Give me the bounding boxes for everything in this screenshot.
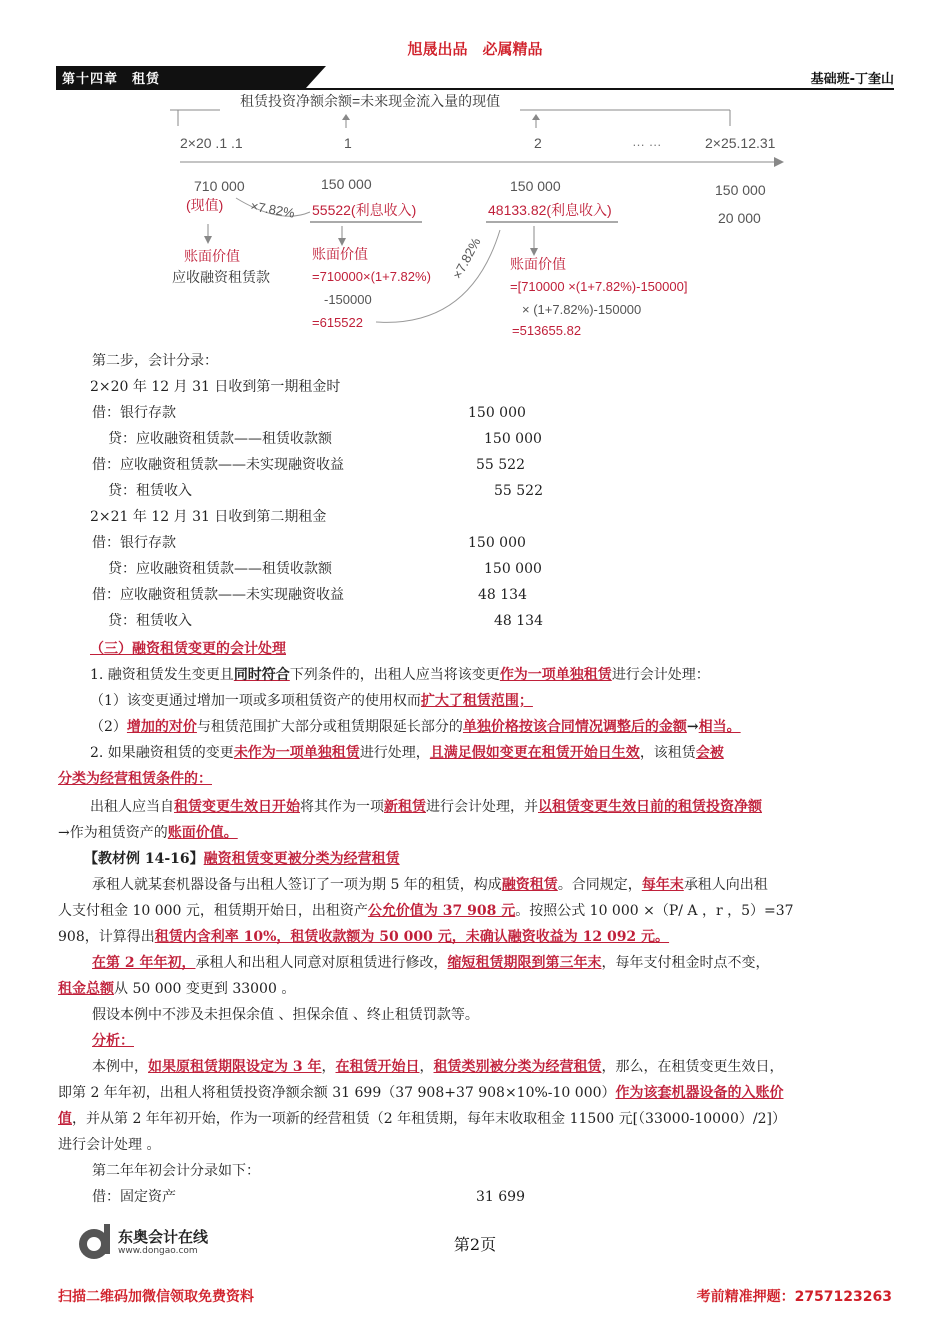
rule-3-line-1: 出租人应当自租赁变更生效日开始将其作为一项新租赁进行会计处理，并以租赁变更生效日前的租赁投资净额	[90, 799, 762, 815]
date-period-1: 1	[344, 135, 352, 151]
course-title: 基础班-丁奎山	[810, 72, 894, 87]
entry-2-amount-3: 48 134	[478, 587, 527, 603]
date-ellipsis: … …	[632, 134, 662, 149]
example-line-1: 承租人就某套机器设备与出租人签订了一项为期 5 年的租赁，构成融资租赁。合同规定，每年末承租人向出租	[92, 877, 768, 893]
entry-1-row-3: 借：应收融资租赁款——未实现融资收益	[92, 457, 344, 473]
entry-heading: 第二年年初会计分录如下：	[92, 1163, 260, 1179]
diagram-title: 租赁投资净额余额=未来现金流入量的现值	[240, 93, 501, 109]
rate-label-2: ×7.82%	[449, 235, 484, 282]
amount-rent-5: 150 000	[715, 182, 766, 198]
date-period-2: 2	[534, 135, 542, 151]
rule-2-line-1: 2. 如果融资租赁的变更未作为一项单独租赁进行处理，且满足假如变更在租赁开始日生效，该租赁会被	[90, 745, 724, 761]
top-banner: 旭晟出品 必属精品	[407, 40, 543, 58]
entry-2-amount-2: 150 000	[484, 561, 542, 577]
logo-text: 东奥会计在线	[118, 1228, 209, 1246]
example-line-2: 人支付租金 10 000 元，租赁期开始日，出租资产公允价值为 37 908 元。按照公式 10 000 ×（P/ A ，r ，5）=37	[58, 903, 794, 919]
date-start: 2×20 .1 .1	[180, 135, 243, 151]
example-heading: 【教材例 14-16】融资租赁变更被分类为经营租赁	[84, 851, 400, 867]
example-line-5: 租金总额从 50 000 变更到 33000 。	[58, 981, 296, 997]
header-bar-slant	[306, 66, 326, 88]
entry-2-row-1: 借：银行存款	[92, 535, 176, 551]
example-assumption: 假设本例中不涉及未担保余值 、担保余值 、终止租赁罚款等。	[92, 1007, 479, 1023]
analysis-line-2: 即第 2 年年初，出租人将租赁投资净额余额 31 699（37 908+37 908×10%-10 000）作为该套机器设备的入账价	[58, 1085, 784, 1101]
book-value-2-result: =513655.82	[512, 323, 582, 338]
entry-1-amount-1: 150 000	[468, 405, 526, 421]
book-value-0-label: 账面价值	[184, 248, 240, 264]
entry-2-amount-1: 150 000	[468, 535, 526, 551]
book-value-2-label: 账面价值	[510, 256, 566, 272]
entry-1-row-1: 借：银行存款	[92, 405, 176, 421]
book-value-1-result: =615522	[312, 315, 363, 330]
example-line-4: 在第 2 年年初，承租人和出租人同意对原租赁进行修改，缩短租赁期限到第三年末，每年支付租金时点不变，	[92, 955, 770, 971]
amount-rent-2: 150 000	[510, 178, 561, 194]
rule-3-line-2: →作为租赁资产的账面价值。	[58, 825, 238, 841]
date-end: 2×25.12.31	[705, 135, 776, 151]
entry-1-row-4: 贷：租赁收入	[108, 483, 192, 499]
entry-2-row-2: 贷：应收融资租赁款——租赁收款额	[108, 561, 332, 577]
entry-1-title: 2×20 年 12 月 31 日收到第一期租金时	[90, 379, 341, 395]
promo-left: 扫描二维码加微信领取免费资料	[58, 1289, 254, 1305]
entry-2-title: 2×21 年 12 月 31 日收到第二期租金	[90, 509, 327, 525]
entry-1-amount-2: 150 000	[484, 431, 542, 447]
promo-right: 考前精准押题：2757123263	[696, 1289, 892, 1305]
timeline-diagram	[170, 90, 790, 340]
section-3-heading: （三）融资租赁变更的会计处理	[90, 641, 286, 657]
analysis-line-1: 本例中，如果原租赁期限设定为 3 年，在租赁开始日，租赁类别被分类为经营租赁，那么，在租赁变更生效日，	[92, 1059, 784, 1075]
example-line-3: 908，计算得出租赁内含利率 10%，租赁收款额为 50 000 元，未确认融资收益为 12 092 元。	[58, 929, 670, 945]
logo-url: www.dongao.com	[118, 1246, 198, 1256]
rule-2-line-2: 分类为经营租赁条件的：	[58, 771, 212, 787]
condition-intro: 1. 融资租赁发生变更且同时符合下列条件的，出租人应当将该变更作为一项单独租赁进行会计处理：	[90, 667, 710, 683]
amount-rent-1: 150 000	[321, 176, 372, 192]
book-value-1-minus: -150000	[324, 292, 372, 307]
entry-2-amount-4: 48 134	[494, 613, 543, 629]
book-value-1-formula: =710000×(1+7.82%)	[312, 269, 431, 284]
entry-1-amount-3: 55 522	[476, 457, 525, 473]
entry-1-row-2: 贷：应收融资租赁款——租赁收款额	[108, 431, 332, 447]
analysis-line-3: 值，并从第 2 年年初开始，作为一项新的经营租赁（2 年租赁期，每年末收取租金 11500 元[（33000-10000）/2]）	[58, 1111, 786, 1127]
amount-residual: 20 000	[718, 210, 761, 226]
condition-1: （1）该变更通过增加一项或多项租赁资产的使用权而扩大了租赁范围；	[90, 693, 533, 709]
step-heading: 第二步，会计分录：	[92, 353, 218, 369]
rate-label-1: ×7.82%	[249, 198, 296, 221]
final-entry: 借：固定资产	[92, 1189, 176, 1205]
analysis-line-4: 进行会计处理 。	[58, 1137, 161, 1153]
entry-1-amount-4: 55 522	[494, 483, 543, 499]
book-value-2-formula: =[710000 ×(1+7.82%)-150000]	[510, 279, 688, 294]
amount-pv: 710 000	[194, 178, 245, 194]
condition-2: （2）增加的对价与租赁范围扩大部分或租赁期限延长部分的单独价格按该合同情况调整后的金额→相当。	[90, 719, 741, 735]
interest-income-1: 55522(利息收入)	[312, 202, 417, 218]
analysis-heading: 分析：	[92, 1033, 134, 1049]
book-value-1-label: 账面价值	[312, 246, 368, 262]
entry-2-row-4: 贷：租赁收入	[108, 613, 192, 629]
interest-income-2: 48133.82(利息收入)	[488, 202, 612, 218]
final-entry-amount: 31 699	[476, 1189, 525, 1205]
entry-2-row-3: 借：应收融资租赁款——未实现融资收益	[92, 587, 344, 603]
page-number: 第2页	[453, 1235, 497, 1254]
pv-label: (现值)	[186, 197, 224, 213]
chapter-title: 第十四章 租赁	[62, 72, 161, 87]
book-value-2-multiplier: × (1+7.82%)-150000	[522, 302, 642, 317]
book-value-0-desc: 应收融资租赁款	[172, 269, 270, 285]
